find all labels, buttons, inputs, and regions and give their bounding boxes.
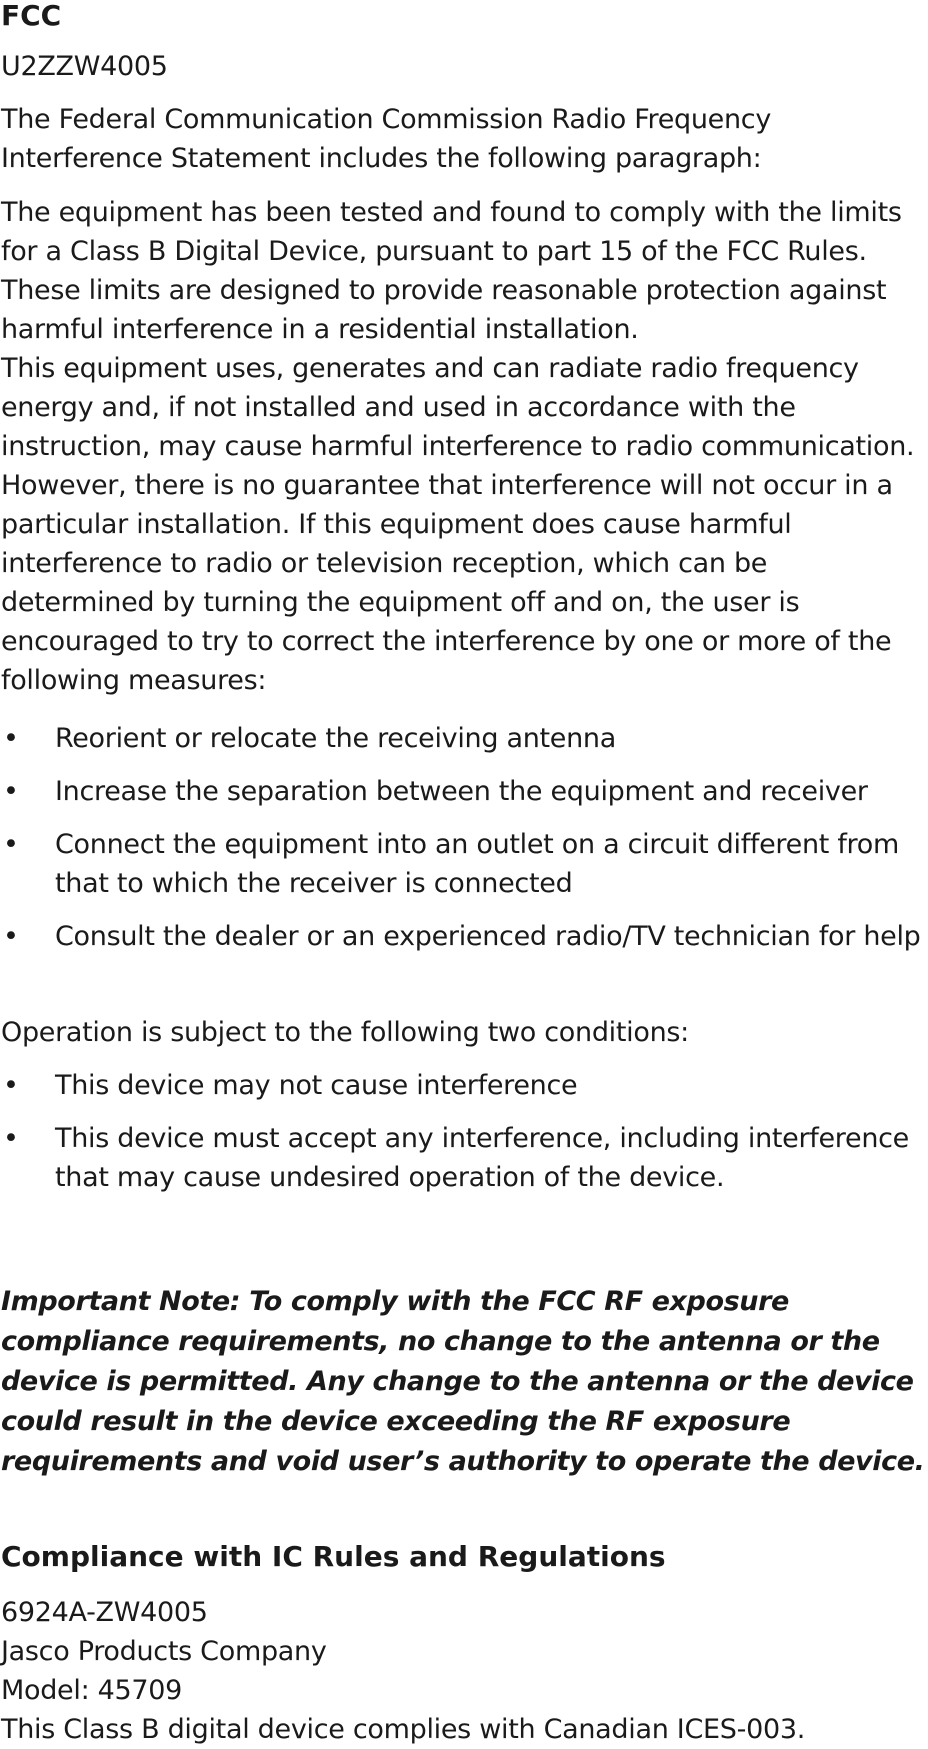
fcc-intro: The Federal Communication Commission Radio Frequency Interference Statement includes the following paragraph: bbox=[1, 104, 771, 174]
measure-text: Connect the equipment into an outlet on a circuit different from that to which the receiver is connected bbox=[55, 829, 899, 899]
fcc-body-2: This equipment uses, generates and can radiate radio frequency energy and, if not installed and used in accordance with the instruction, may cause harmful interference to radio communication. However, there is no guarantee that interference will not occur in a particular installation. If this equipment does cause harmful interference to radio or television reception, which can be determined by turning the equipment off and on, the user is encouraged to try to correct the interference by one or more of the following measures: bbox=[1, 353, 915, 696]
conditions-block bbox=[1, 1066, 926, 1197]
fcc-body-block bbox=[1, 193, 926, 700]
important-note-block bbox=[1, 1282, 927, 1482]
bullet-icon: • bbox=[3, 723, 19, 754]
ic-registration: 6924A-ZW4005 bbox=[1, 1597, 208, 1628]
important-note-text: To comply with the FCC RF exposure compliance requirements, no change to the antenna or the device is permitted. Any change to the antenna or the device could result in the device exceeding the RF exposure requirements and void user’s authority to operate the device. bbox=[1, 1286, 925, 1477]
conditions-intro: Operation is subject to the following two conditions: bbox=[1, 1017, 689, 1048]
condition-text: This device may not cause interference bbox=[55, 1070, 578, 1101]
list-item bbox=[1, 1119, 926, 1197]
fcc-heading: FCC bbox=[1, 0, 62, 32]
ic-company: Jasco Products Company bbox=[1, 1636, 327, 1667]
measures-block bbox=[1, 719, 926, 956]
measure-text: Increase the separation between the equipment and receiver bbox=[55, 776, 868, 807]
ic-compliance: This Class B digital device complies with Canadian ICES-003. bbox=[1, 1714, 805, 1745]
measure-text: Consult the dealer or an experienced radio/TV technician for help bbox=[55, 921, 921, 952]
condition-text: This device must accept any interference, including interference that may cause undesired operation of the device. bbox=[55, 1123, 909, 1193]
fcc-heading-block bbox=[1, 0, 926, 32]
list-item bbox=[1, 772, 926, 811]
measures-list bbox=[1, 719, 926, 956]
list-item bbox=[1, 719, 926, 758]
ic-details-block bbox=[1, 1593, 926, 1749]
important-note bbox=[1, 1282, 927, 1482]
list-item bbox=[1, 917, 926, 956]
measure-text: Reorient or relocate the receiving antenna bbox=[55, 723, 616, 754]
important-note-label: Important Note: bbox=[1, 1286, 241, 1317]
conditions-intro-block bbox=[1, 1013, 926, 1052]
fcc-intro-block bbox=[1, 100, 926, 178]
fcc-id-block bbox=[1, 47, 926, 86]
list-item bbox=[1, 1066, 926, 1105]
ic-heading-block bbox=[1, 1541, 926, 1573]
fcc-body-1: The equipment has been tested and found to comply with the limits for a Class B Digital Device, pursuant to part 15 of the FCC Rules. These limits are designed to provide reasonable protection against harmful interference in a residential installation. bbox=[1, 197, 902, 345]
bullet-icon: • bbox=[3, 829, 19, 860]
bullet-icon: • bbox=[3, 1123, 19, 1154]
bullet-icon: • bbox=[3, 776, 19, 807]
list-item bbox=[1, 825, 926, 903]
conditions-list bbox=[1, 1066, 926, 1197]
fcc-id: U2ZZW4005 bbox=[1, 51, 168, 82]
ic-heading: Compliance with IC Rules and Regulations bbox=[1, 1540, 666, 1573]
bullet-icon: • bbox=[3, 1070, 19, 1101]
bullet-icon: • bbox=[3, 921, 19, 952]
ic-model: Model: 45709 bbox=[1, 1675, 183, 1706]
